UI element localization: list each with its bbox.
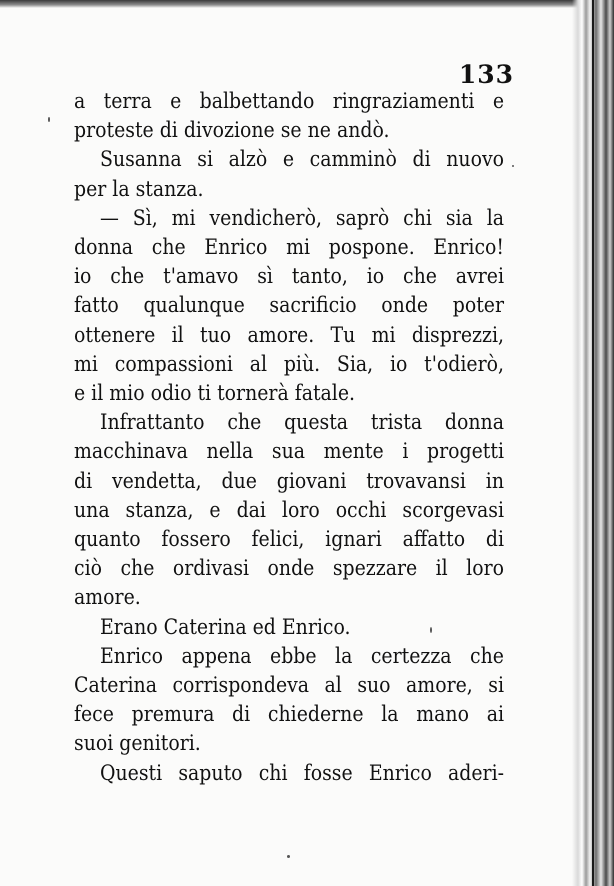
scan-speck	[48, 117, 50, 122]
text-line: mi compassioni al più. Sia, io t'odierò,	[74, 351, 504, 376]
text-line: e il mio odio ti tornerà fatale.	[74, 381, 356, 406]
text-line: Enrico appena ebbe la certezza che	[100, 643, 504, 668]
text-line: proteste di divozione se ne andò.	[74, 118, 390, 143]
text-line: fece premura di chiederne la mano ai	[74, 702, 504, 727]
text-line: Susanna si alzò e camminò di nuovo	[100, 147, 504, 172]
text-line: macchinava nella sua mente i progetti	[74, 439, 504, 464]
page-edge-line	[592, 0, 594, 886]
scan-speck	[430, 627, 432, 633]
text-line: una stanza, e dai loro occhi scorgevasi	[74, 497, 504, 522]
text-line: amore.	[74, 585, 141, 610]
text-line: quanto fossero felici, ignari affatto di	[74, 527, 504, 552]
text-line: io che t'amavo sì tanto, io che avrei	[74, 264, 504, 289]
text-line: Infrattanto che questa trista donna	[100, 410, 504, 435]
text-line: fatto qualunque sacrificio onde poter	[74, 293, 504, 318]
scan-top-edge	[0, 0, 614, 8]
text-line: per la stanza.	[74, 176, 204, 201]
text-line: donna che Enrico mi pospone. Enrico!	[74, 235, 504, 260]
text-line: — Sì, mi vendicherò, saprò chi sia la	[100, 205, 504, 230]
text-line: ottenere il tuo amore. Tu mi disprezzi,	[74, 322, 504, 347]
text-line: a terra e balbettando ringraziamenti e	[74, 89, 504, 113]
scan-speck	[287, 855, 290, 858]
text-line: suoi genitori.	[74, 731, 201, 756]
text-line: Questi saputo chi fosse Enrico aderi-	[100, 760, 504, 785]
text-line: ciò che ordivasi onde spezzare il loro	[74, 556, 504, 581]
page-number: 133	[458, 60, 514, 89]
text-line: Erano Caterina ed Enrico.	[100, 614, 351, 639]
text-line: di vendetta, due giovani trovavansi in	[74, 468, 504, 493]
text-line: Caterina corrispondeva al suo amore, si	[74, 673, 504, 698]
body-text	[74, 87, 504, 788]
scan-speck	[512, 165, 514, 167]
